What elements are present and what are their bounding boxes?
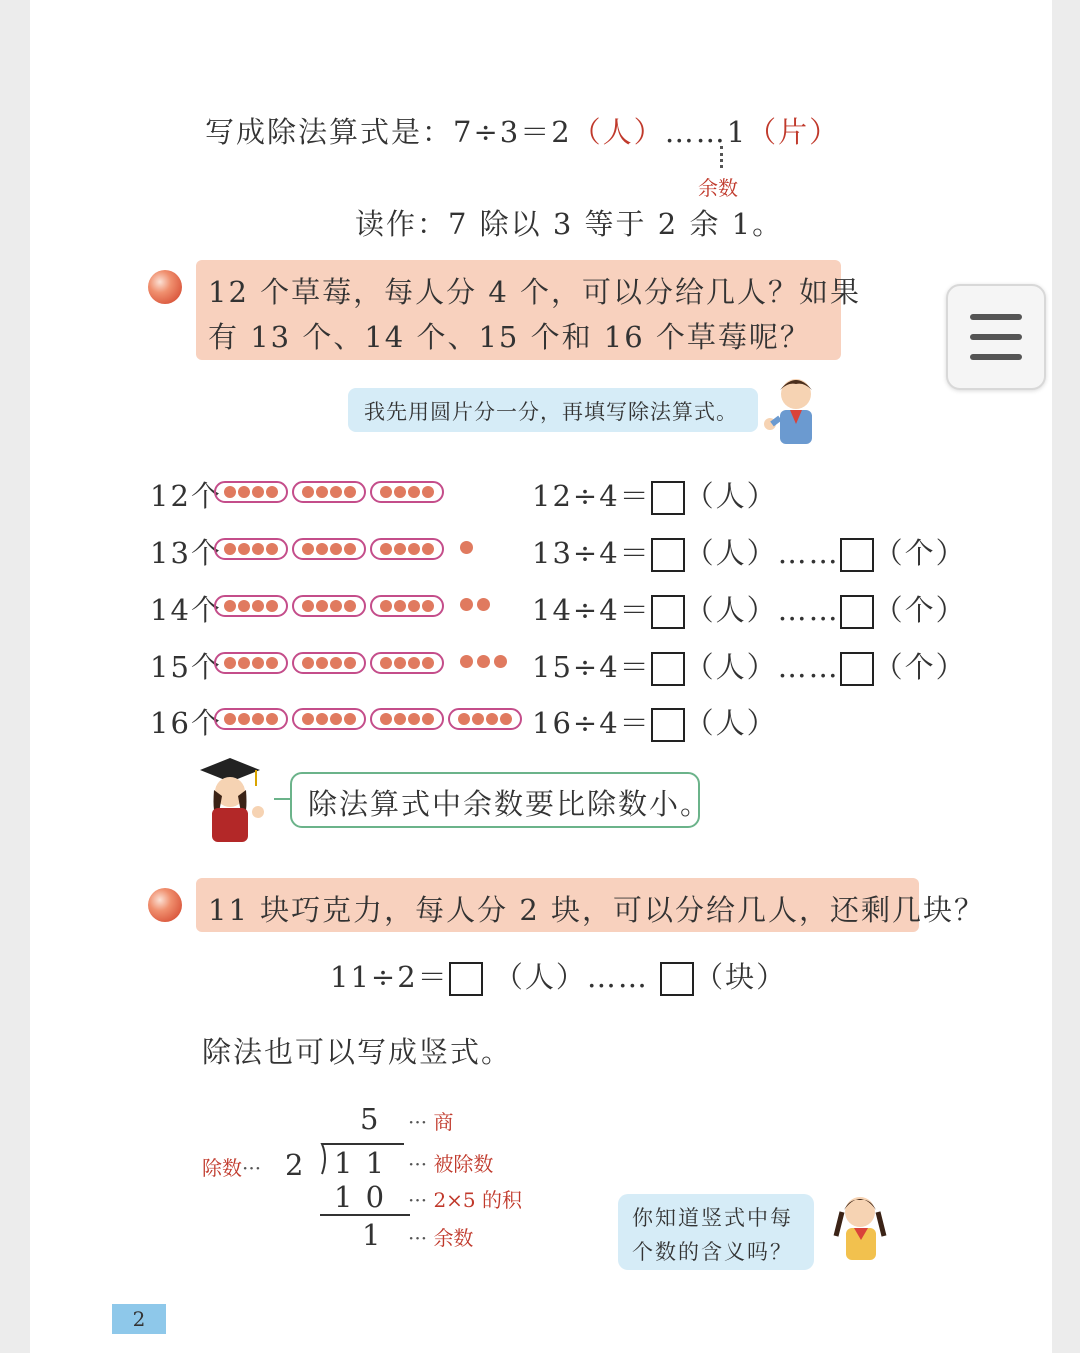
remainder-box[interactable]	[840, 595, 874, 629]
leader: ···	[408, 1110, 428, 1134]
counter-dot	[394, 657, 406, 669]
counter-group	[292, 595, 366, 617]
counter-dot	[344, 713, 356, 725]
eq-unit: （人）	[493, 960, 587, 994]
counter-dot	[408, 486, 420, 498]
product-label: 2×5 的积	[433, 1188, 523, 1212]
girl-figure-icon	[826, 1190, 896, 1262]
eq-dots: ……	[586, 960, 649, 994]
counter-dot	[302, 543, 314, 555]
counter-dot	[422, 543, 434, 555]
counter-dot	[330, 543, 342, 555]
remainder-box[interactable]	[840, 652, 874, 686]
textbook-page	[30, 0, 1052, 1353]
counter-dot	[330, 657, 342, 669]
intro-equation: 7÷3＝2	[453, 115, 572, 149]
counter-dot	[344, 600, 356, 612]
counter-dot	[266, 486, 278, 498]
girl-speech-line-2: 个数的含义吗？	[632, 1240, 793, 1264]
menu-icon-bar	[970, 354, 1022, 360]
counter-group	[292, 652, 366, 674]
eq-text: 14÷4＝	[532, 593, 651, 627]
counter-dot	[380, 600, 392, 612]
vertical-intro: 除法也可以写成竖式。	[202, 1035, 513, 1069]
dividend-label: 被除数	[433, 1152, 494, 1176]
leader: ···	[408, 1152, 428, 1176]
eq-rem-unit: （个）	[873, 536, 967, 570]
counter-dot	[500, 713, 512, 725]
loose-counters	[458, 655, 509, 668]
counter-group	[214, 538, 288, 560]
loose-counters	[458, 541, 475, 554]
boy-figure-icon	[758, 372, 830, 446]
counter-group	[370, 481, 444, 503]
counter-dot	[224, 543, 236, 555]
counter-group	[292, 538, 366, 560]
row-equation	[532, 588, 967, 629]
counter-dot	[316, 713, 328, 725]
counter-group	[370, 708, 444, 730]
remainder-note: 余数	[698, 176, 738, 200]
counter-group	[214, 652, 288, 674]
remainder-label: 余数	[433, 1226, 474, 1250]
question-box	[196, 878, 986, 932]
counter-dot	[302, 657, 314, 669]
eq-text: 13÷4＝	[532, 536, 651, 570]
answer-box[interactable]	[651, 595, 685, 629]
counter-group	[292, 708, 366, 730]
teacher-speech-bubble	[290, 772, 712, 828]
eq-text: 15÷4＝	[532, 650, 651, 684]
counter-dot	[302, 600, 314, 612]
teacher-speech-text: 除法算式中余数要比除数小。	[308, 787, 712, 821]
counter-dot	[330, 713, 342, 725]
counter-dot	[224, 713, 236, 725]
intro-unit-people: （人）	[571, 115, 665, 149]
counter-dot	[344, 543, 356, 555]
answer-box[interactable]	[449, 962, 483, 996]
counter-dot	[238, 486, 250, 498]
row-equation	[532, 701, 778, 742]
quotient-label: 商	[433, 1110, 454, 1134]
counter-dot	[494, 655, 507, 668]
boy-speech-bubble	[348, 388, 758, 432]
eq-unit: （人）	[684, 706, 778, 740]
row-label: 13个	[150, 536, 222, 570]
eq-unit: （人）	[684, 536, 778, 570]
remainder-label-line	[408, 1222, 473, 1251]
bullet-ball-icon	[148, 888, 182, 922]
counter-dot	[394, 713, 406, 725]
eq-text: 12÷4＝	[532, 479, 651, 513]
answer-box[interactable]	[651, 652, 685, 686]
product: 1 0	[334, 1180, 387, 1214]
counter-dot	[408, 713, 420, 725]
counter-group	[448, 708, 522, 730]
counter-dot	[266, 713, 278, 725]
row-equation	[532, 645, 967, 686]
menu-icon-bar	[970, 334, 1022, 340]
counter-dot	[408, 600, 420, 612]
eq-unit: （人）	[684, 650, 778, 684]
counter-group	[214, 595, 288, 617]
counter-group	[370, 652, 444, 674]
counter-dot	[238, 543, 250, 555]
counter-dot	[266, 543, 278, 555]
counter-dot	[460, 541, 473, 554]
remainder-box[interactable]	[660, 962, 694, 996]
intro-equation-line	[205, 110, 840, 151]
counter-dot	[316, 486, 328, 498]
counter-dot	[422, 657, 434, 669]
counter-dot	[266, 600, 278, 612]
intro-label: 写成除法算式是：	[205, 115, 454, 149]
counter-dot	[224, 657, 236, 669]
leader: ···	[242, 1156, 262, 1180]
counter-dot	[238, 600, 250, 612]
counter-dot	[408, 657, 420, 669]
intro-dots: ……1	[664, 115, 748, 149]
counter-dot	[344, 657, 356, 669]
answer-box[interactable]	[651, 708, 685, 742]
girl-speech-line-1: 你知道竖式中每	[632, 1206, 793, 1230]
problem2-equation	[330, 955, 787, 996]
counter-dot	[472, 713, 484, 725]
eq-dots: ……	[777, 650, 840, 684]
product-label-line	[408, 1184, 522, 1213]
counter-group	[370, 595, 444, 617]
counter-dot	[486, 713, 498, 725]
eq-rem-unit: （个）	[873, 650, 967, 684]
loose-counters	[458, 598, 492, 611]
teacher-figure-icon	[190, 756, 270, 844]
counter-dot	[252, 486, 264, 498]
counter-group	[292, 481, 366, 503]
counter-dot	[380, 543, 392, 555]
counter-dot	[394, 486, 406, 498]
intro-unit-pieces: （片）	[747, 115, 841, 149]
counter-dot	[252, 543, 264, 555]
remainder-pointer	[720, 146, 727, 168]
quotient: 5	[360, 1102, 381, 1136]
row-label: 14个	[150, 593, 222, 627]
counter-dot	[330, 486, 342, 498]
girl-speech-bubble	[618, 1194, 814, 1270]
question-box	[196, 260, 862, 360]
quotient-label-line	[408, 1106, 453, 1135]
counter-dot	[316, 600, 328, 612]
dividend: 1 1	[334, 1146, 387, 1180]
counter-dot	[316, 543, 328, 555]
counter-dot	[458, 713, 470, 725]
counter-dot	[224, 600, 236, 612]
divisor-label-line	[202, 1152, 261, 1181]
counter-dot	[344, 486, 356, 498]
divisor-label: 除数	[202, 1156, 242, 1180]
counter-group	[214, 708, 288, 730]
counter-dot	[394, 600, 406, 612]
counter-dot	[477, 598, 490, 611]
eq-dots: ……	[777, 593, 840, 627]
remainder: 1	[362, 1218, 383, 1252]
leader: ···	[408, 1226, 428, 1250]
counter-dot	[316, 657, 328, 669]
row-equation	[532, 531, 967, 572]
counter-dot	[380, 486, 392, 498]
bullet-ball-icon	[148, 270, 182, 304]
question-line-2: 有 13 个、14 个、15 个和 16 个草莓呢？	[208, 320, 811, 354]
leader: ···	[408, 1188, 428, 1212]
row-label: 12个	[150, 479, 222, 513]
question2-text: 11 块巧克力，每人分 2 块，可以分给几人，还剩几块？	[208, 893, 986, 927]
eq-text: 16÷4＝	[532, 706, 651, 740]
counter-dot	[477, 655, 490, 668]
bubble-tail	[274, 798, 290, 800]
counter-dot	[302, 713, 314, 725]
counter-dot	[238, 657, 250, 669]
subtraction-line	[320, 1214, 410, 1216]
counter-dot	[422, 713, 434, 725]
counter-dot	[302, 486, 314, 498]
counter-dot	[394, 543, 406, 555]
question-line-1: 12 个草莓，每人分 4 个，可以分给几人？如果	[208, 275, 862, 309]
counter-dot	[422, 600, 434, 612]
eq-unit: （人）	[684, 593, 778, 627]
counter-dot	[422, 486, 434, 498]
boy-speech-text: 我先用圆片分一分，再填写除法算式。	[364, 400, 738, 424]
answer-box[interactable]	[651, 538, 685, 572]
counter-dot	[408, 543, 420, 555]
counter-dot	[380, 713, 392, 725]
counter-group	[370, 538, 444, 560]
dividend-label-line	[408, 1148, 493, 1177]
divisor: 2	[285, 1148, 306, 1182]
page-number: 2	[112, 1304, 166, 1334]
eq-dots: ……	[777, 536, 840, 570]
counter-dot	[252, 713, 264, 725]
counter-dot	[380, 657, 392, 669]
remainder-box[interactable]	[840, 538, 874, 572]
answer-box[interactable]	[651, 481, 685, 515]
counter-dot	[460, 598, 473, 611]
menu-button[interactable]	[946, 284, 1046, 390]
row-label: 15个	[150, 650, 222, 684]
counter-dot	[252, 600, 264, 612]
row-equation	[532, 474, 778, 515]
counter-dot	[238, 713, 250, 725]
row-label: 16个	[150, 706, 222, 740]
eq-rem-unit: （块）	[694, 960, 788, 994]
counter-group	[214, 481, 288, 503]
menu-icon-bar	[970, 314, 1022, 320]
counter-dot	[460, 655, 473, 668]
counter-dot	[330, 600, 342, 612]
eq-text: 11÷2＝	[330, 960, 449, 994]
eq-unit: （人）	[684, 479, 778, 513]
counter-dot	[224, 486, 236, 498]
counter-dot	[266, 657, 278, 669]
counter-dot	[252, 657, 264, 669]
eq-rem-unit: （个）	[873, 593, 967, 627]
read-as-line: 读作：7 除以 3 等于 2 余 1。	[355, 207, 784, 241]
